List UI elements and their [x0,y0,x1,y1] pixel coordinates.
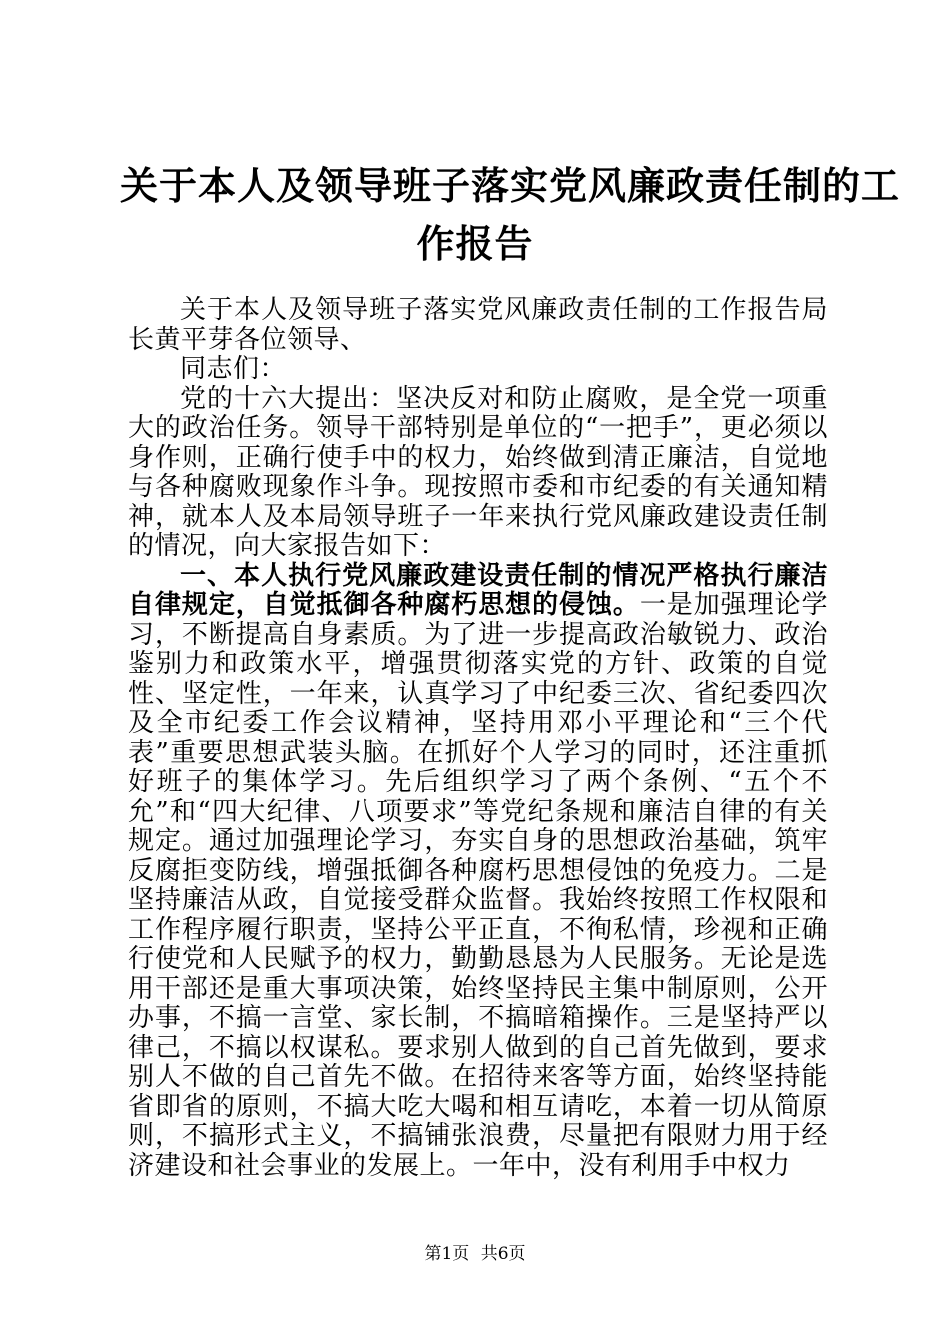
paragraph-salutation: 同志们： [180,354,287,384]
page-number: 第1页 [424,1244,470,1264]
page-total: 共6页 [480,1244,526,1264]
section-1-heading: 一、本人执行党风廉政建设责任制的情况严格执行廉洁自律规定，自觉抵御各种腐朽思想的侵蚀。 [128,560,828,620]
page-footer [0,1244,950,1264]
paragraph-intro: 关于本人及领导班子落实党风廉政责任制的工作报告局长黄平芽各位领导、 [128,295,828,355]
section-1-body: 一是加强理论学习，不断提高自身素质。为了进一步提高政治敏锐力、政治鉴别力和政策水平，增强贯彻落实党的方针、政策的自觉性、坚定性，一年来，认真学习了中纪委三次、省纪委四次及全市纪委工作会议精神，坚持用邓小平理论和“三个代表”重要思想武装头脑。在抓好个人学习的同时，还注重抓好班子的集体学习。先后组织学习了两个条例、“五个不允”和“四大纪律、八项要求”等党纪条规和廉洁自律的有关规定。通过加强理论学习，夯实自身的思想政治基础，筑牢反腐拒变防线，增强抵御各种腐朽思想侵蚀的免疫力。二是坚持廉洁从政，自觉接受群众监督。我始终按照工作权限和工作程序履行职责，坚持公平正直，不徇私情，珍视和正确行使党和人民赋予的权力，勤勤恳恳为人民服务。无论是选用干部还是重大事项决策，始终坚持民主集中制原则，公开办事，不搞一言堂、家长制，不搞暗箱操作。三是坚持严以律己，不搞以权谋私。要求别人做到的自己首先做到，要求别人不做的自己首先不做。在招待来客等方面，始终坚持能省即省的原则，不搞大吃大喝和相互请吃，本着一切从简原则，不搞形式主义，不搞铺张浪费，尽量把有限财力用于经济建设和社会事业的发展上。一年中，没有利用手中权力 [128,590,828,1181]
document-title-line-2: 作报告 [416,222,534,266]
paragraph-preamble: 党的十六大提出：坚决反对和防止腐败，是全党一项重大的政治任务。领导干部特别是单位的“一把手”，更必须以身作则，正确行使手中的权力，始终做到清正廉洁，自觉地与各种腐败现象作斗争。现按照市委和市纪委的有关通知精神，就本人及本局领导班子一年来执行党风廉政建设责任制的情况，向大家报告如下： [128,383,828,561]
document-title-line-1: 关于本人及领导班子落实党风廉政责任制的工 [120,164,901,208]
document-body [128,296,828,1181]
paragraph-section-1 [128,562,828,1182]
